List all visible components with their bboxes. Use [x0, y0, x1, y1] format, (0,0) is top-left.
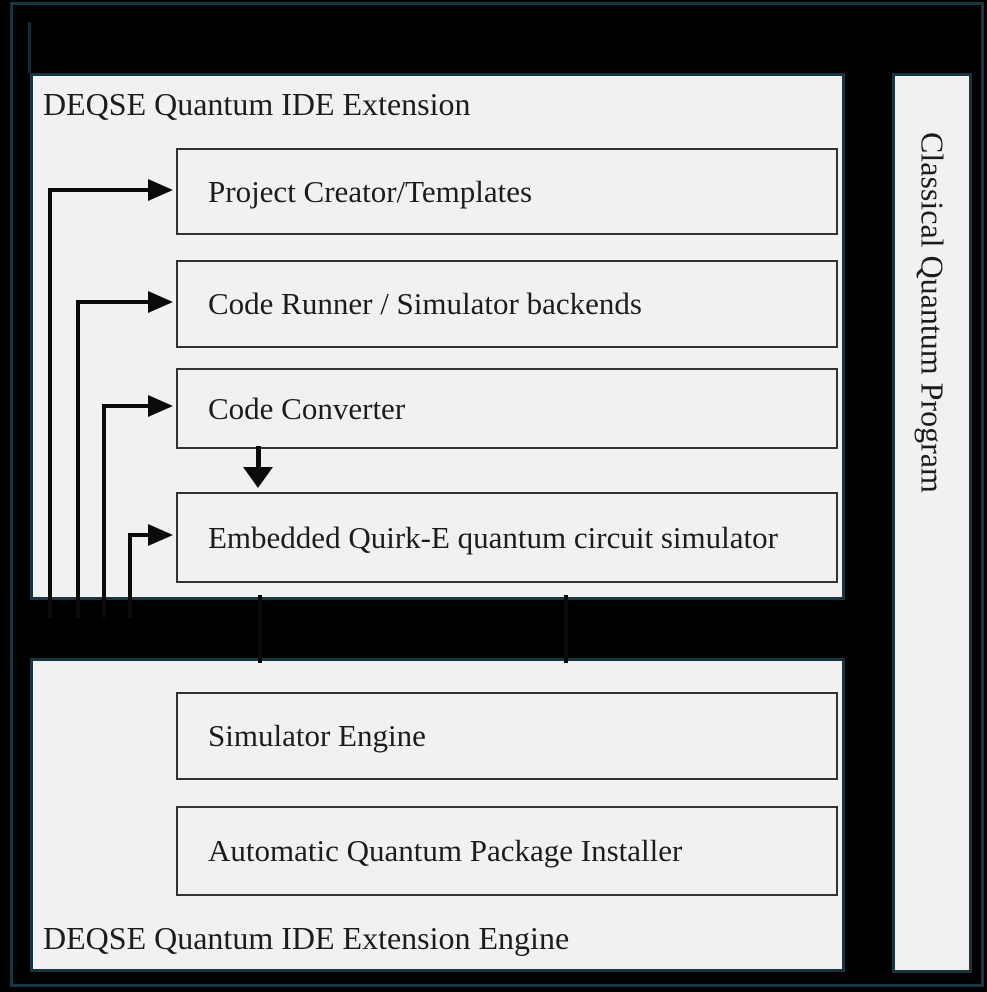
node-code-runner	[176, 260, 838, 348]
node-code-converter	[176, 368, 838, 449]
node-label: Automatic Quantum Package Installer	[208, 833, 683, 868]
connector-tick-left	[258, 595, 262, 663]
node-package-installer	[176, 806, 838, 896]
node-label: Embedded Quirk-E quantum circuit simulator	[208, 519, 778, 555]
group-title-extension: DEQSE Quantum IDE Extension	[43, 86, 471, 122]
node-label: Code Runner / Simulator backends	[208, 286, 642, 321]
group-classical-quantum-program	[892, 73, 972, 973]
node-quirke-simulator	[176, 492, 838, 583]
node-label: Simulator Engine	[208, 718, 426, 753]
node-label: Project Creator/Templates	[208, 173, 533, 209]
node-simulator-engine	[176, 692, 838, 780]
connector-tick-right	[564, 595, 568, 663]
group-title-engine: DEQSE Quantum IDE Extension Engine	[43, 920, 570, 956]
side-box-label: Classical Quantum Program	[914, 132, 951, 493]
node-label: Code Converter	[208, 390, 406, 426]
group-deqse-engine	[30, 658, 845, 972]
frame-stub-line	[28, 22, 31, 73]
node-project-creator	[176, 148, 838, 235]
group-deqse-extension	[30, 73, 845, 600]
